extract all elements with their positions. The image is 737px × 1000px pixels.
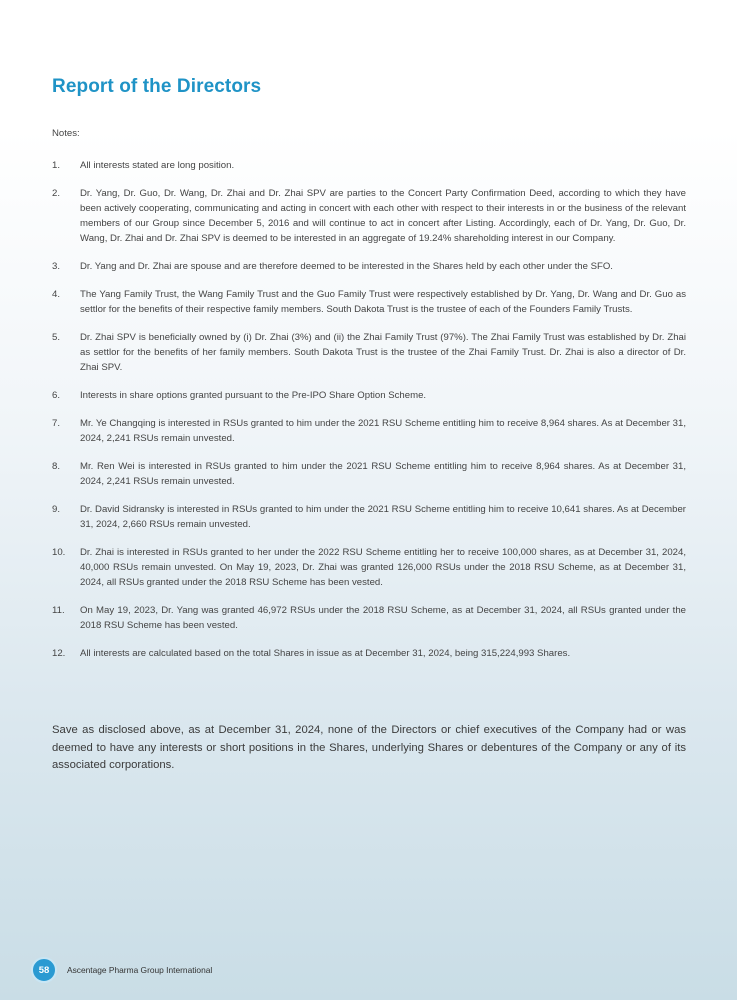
note-item-8 [52, 459, 686, 489]
note-item-9 [52, 502, 686, 532]
note-number: 5. [52, 332, 61, 343]
note-text: All interests stated are long position. [80, 160, 235, 171]
note-item-5 [52, 330, 686, 376]
note-item-12 [52, 646, 686, 661]
note-item-4 [52, 287, 686, 317]
note-number: 12. [52, 648, 66, 660]
page-number: 58 [38, 964, 50, 976]
note-item-1 [52, 158, 686, 173]
notes-heading: Notes: [52, 128, 80, 139]
note-text: Dr. Yang and Dr. Zhai are spouse and are therefore deemed to be interested in the Shares held by each other under the SFO. [80, 261, 613, 273]
note-number: 4. [52, 289, 61, 300]
note-item-11 [52, 603, 686, 633]
summary-paragraph: Save as disclosed above, as at December 31, 2024, none of the Directors or chief executives of the Company had or was deemed to have any interests or short positions in the Shares, underlying Shares or debentures of the Company or any of its associated corporations. [52, 724, 686, 772]
page-footer [31, 957, 212, 983]
note-number: 11. [52, 605, 65, 617]
note-text: Dr. Zhai SPV is beneficially owned by (i) Dr. Zhai (3%) and (ii) the Zhai Family Trust (97%). The Zhai Family Trust was established by Dr. Zhai as settlor for the benefits of her family members. South Dakota Trust is the trustee of the Zhai Family Trust. Dr. Zhai is also a director of Dr. Zhai SPV. [80, 332, 686, 374]
note-number: 2. [52, 187, 61, 199]
footer-company-name: Ascentage Pharma Group International [67, 965, 213, 975]
note-text: On May 19, 2023, Dr. Yang was granted 46,972 RSUs under the 2018 RSU Scheme, as at December 31, 2024, all RSUs granted under the 2018 RSU Scheme has been vested. [80, 605, 686, 632]
note-item-6 [52, 388, 686, 403]
note-number: 6. [52, 390, 61, 402]
note-number: 8. [52, 461, 61, 472]
note-text: Mr. Ye Changqing is interested in RSUs granted to him under the 2021 RSU Scheme entitling him to receive 8,964 shares. As at December 31, 2024, 2,241 RSUs remain unvested. [80, 418, 686, 445]
note-number: 9. [52, 504, 61, 515]
note-text: Dr. Zhai is interested in RSUs granted to her under the 2022 RSU Scheme entitling her to receive 100,000 shares, as at December 31, 2024, 40,000 RSUs remain unvested. On May 19, 2023, Dr. Zhai was granted 126,000 RSUs under the 2018 RSU Scheme, as at December 31, 2024, all RSUs granted under the 2018 RSU Scheme has been vested. [80, 547, 686, 589]
note-text: Mr. Ren Wei is interested in RSUs granted to him under the 2021 RSU Scheme entitling him to receive 8,964 shares. As at December 31, 2024, 2,241 RSUs remain unvested. [80, 461, 686, 488]
note-item-3 [52, 259, 686, 274]
note-text: Dr. Yang, Dr. Guo, Dr. Wang, Dr. Zhai and Dr. Zhai SPV are parties to the Concert Party Confirmation Deed, according to which they have been actively cooperating, communicating and acting in concert with each other with respect to their interests in or the business of the relevant members of our Group since December 5, 2016 and will continue to act in concert after Listing. Accordingly, each of Dr. Yang, Dr. Guo, Dr. Wang, Dr. Zhai and Dr. Zhai SPV is deemed to be interested in an aggregate of 19.24% shareholding interest in our Company. [80, 187, 686, 245]
note-number: 10. [52, 547, 66, 558]
note-item-2 [52, 186, 686, 247]
note-text: Interests in share options granted pursuant to the Pre-IPO Share Option Scheme. [80, 390, 427, 402]
page-title: Report of the Directors [52, 75, 262, 97]
page-number-badge [31, 957, 57, 983]
note-item-10 [52, 545, 686, 591]
note-text: The Yang Family Trust, the Wang Family Trust and the Guo Family Trust were respectively established by Dr. Yang, Dr. Wang and Dr. Guo as settlor for the benefits of their respective family members. South Dakota Trust is the trustee of each of the Founders Family Trusts. [80, 289, 686, 316]
note-text: All interests are calculated based on the total Shares in issue as at December 31, 2024, being 315,224,993 Shares. [80, 648, 571, 660]
note-item-7 [52, 416, 686, 446]
notes-list [52, 158, 686, 674]
note-number: 7. [52, 418, 61, 429]
note-number: 1. [52, 160, 61, 171]
note-text: Dr. David Sidransky is interested in RSUs granted to him under the 2021 RSU Scheme entitling him to receive 10,641 shares. As at December 31, 2024, 2,660 RSUs remain unvested. [80, 504, 686, 531]
note-number: 3. [52, 261, 61, 273]
